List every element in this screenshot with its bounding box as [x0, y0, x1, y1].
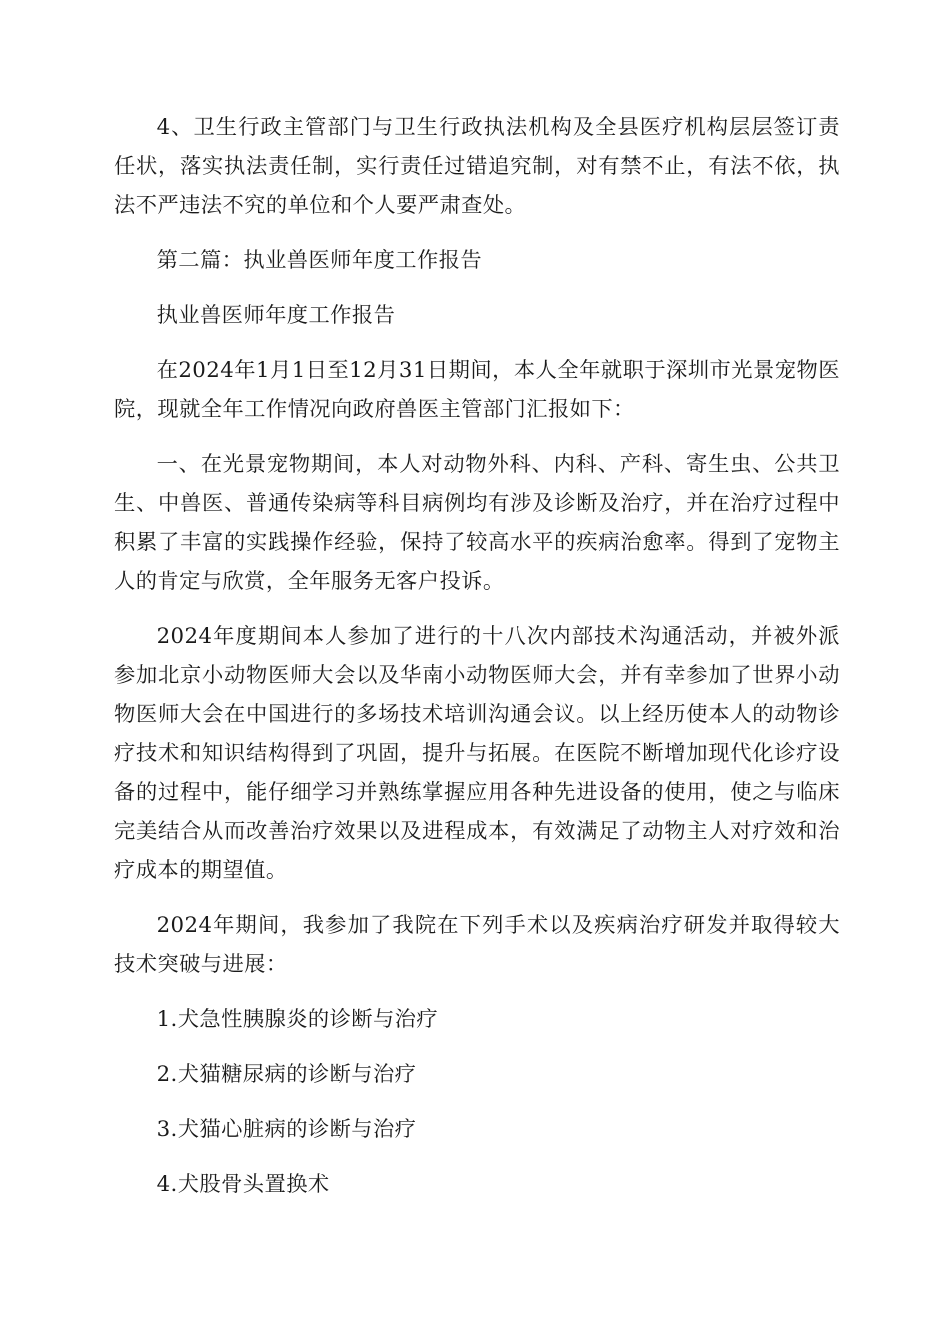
document-body	[114, 108, 840, 1204]
section-heading-part-two: 第二篇：执业兽医师年度工作报告	[156, 248, 483, 273]
paragraph-enforcement-responsibility: 4、卫生行政主管部门与卫生行政执法机构及全县医疗机构层层签订责任状，落实执法责任制，实行责任过错追究制，对有禁不止，有法不依，执法不严违法不究的单位和个人要严肃查处。	[114, 115, 840, 218]
paragraph-training-activities: 2024年度期间本人参加了进行的十八次内部技术沟通活动，并被外派参加北京小动物医师大会以及华南小动物医师大会，并有幸参加了世界小动物医师大会在中国进行的多场技术培训沟通会议。以上经历使本人的动物诊疗技术和知识结构得到了巩固，提升与拓展。在医院不断增加现代化诊疗设备的过程中，能仔细学习并熟练掌握应用各种先进设备的使用，使之与临床完美结合从而改善治疗效果以及进程成本，有效满足了动物主人对疗效和治疗成本的期望值。	[114, 624, 840, 883]
list-item: 2.犬猫糖尿病的诊断与治疗	[156, 1062, 417, 1087]
paragraph-employment-period: 在2024年1月1日至12月31日期间，本人全年就职于深圳市光景宠物医院，现就全年工作情况向政府兽医主管部门汇报如下：	[114, 358, 840, 422]
paragraph-clinical-work: 一、在光景宠物期间，本人对动物外科、内科、产科、寄生虫、公共卫生、中兽医、普通传染病等科目病例均有涉及诊断及治疗，并在治疗过程中积累了丰富的实践操作经验，保持了较高水平的疾病治愈率。得到了宠物主人的肯定与欣赏，全年服务无客户投诉。	[114, 452, 840, 594]
list-item: 3.犬猫心脏病的诊断与治疗	[156, 1117, 417, 1142]
paragraph-research-intro: 2024年期间，我参加了我院在下列手术以及疾病治疗研发并取得较大技术突破与进展：	[114, 913, 840, 977]
list-item: 1.犬急性胰腺炎的诊断与治疗	[156, 1007, 439, 1032]
list-item: 4.犬股骨头置换术	[156, 1172, 330, 1197]
report-title: 执业兽医师年度工作报告	[156, 303, 396, 328]
